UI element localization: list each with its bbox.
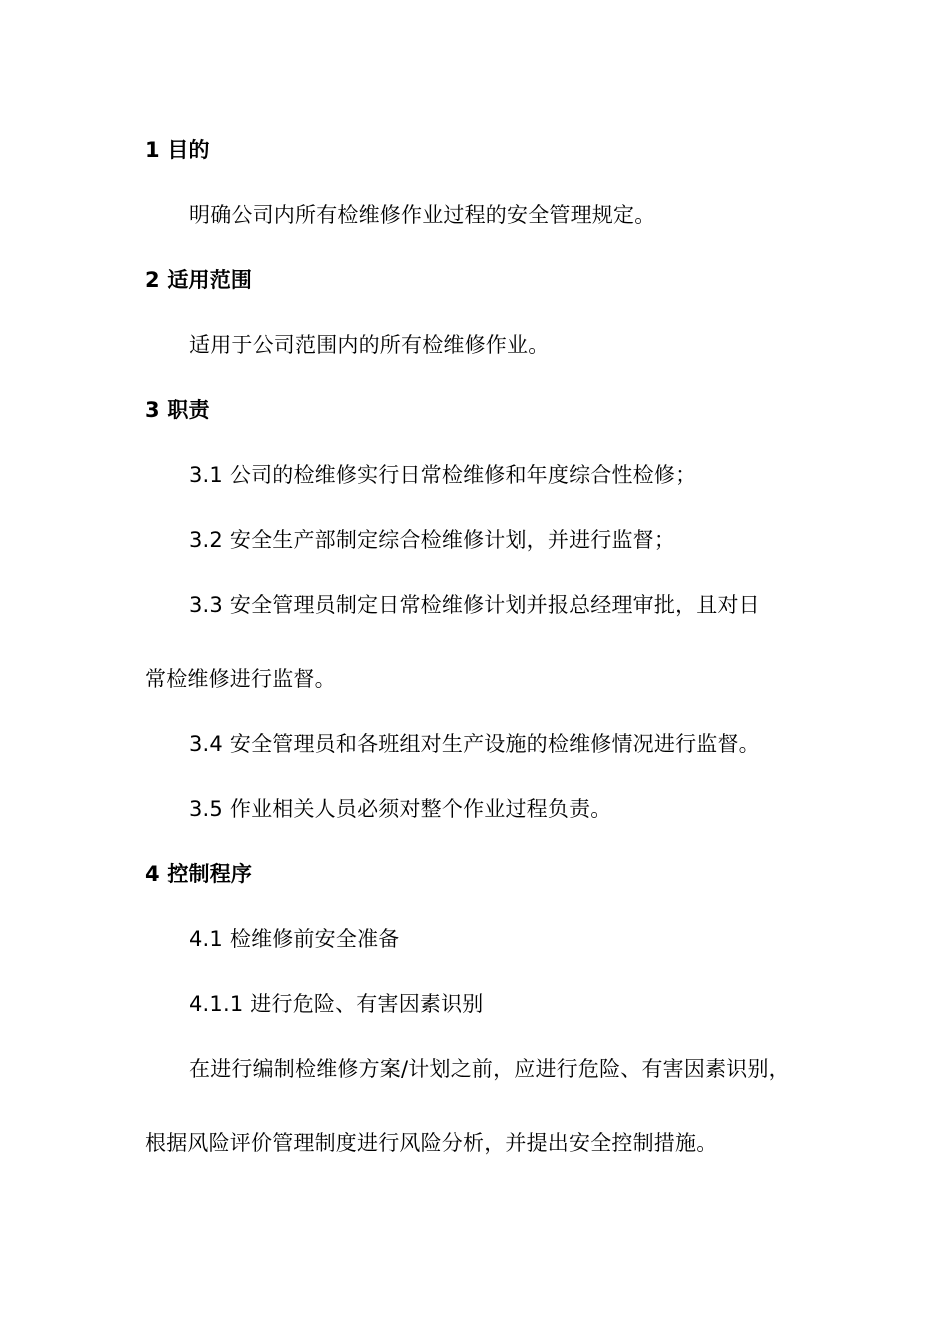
section-2-heading: 2 适用范围 xyxy=(145,268,253,292)
section-1-heading: 1 目的 xyxy=(145,138,210,162)
item-4-1-1: 4.1.1 进行危险、有害因素识别 xyxy=(189,992,484,1016)
section-4-heading: 4 控制程序 xyxy=(145,862,253,886)
paragraph-4-1-1-line-1: 在进行编制检维修方案/计划之前，应进行危险、有害因素识别， xyxy=(189,1057,790,1081)
item-3-5: 3.5 作业相关人员必须对整个作业过程负责。 xyxy=(189,797,612,821)
item-3-3-line-2: 常检维修进行监督。 xyxy=(145,667,336,691)
item-3-4: 3.4 安全管理员和各班组对生产设施的检维修情况进行监督。 xyxy=(189,732,760,756)
item-3-2: 3.2 安全生产部制定综合检维修计划，并进行监督； xyxy=(189,528,676,552)
item-4-1: 4.1 检维修前安全准备 xyxy=(189,927,400,951)
section-3-heading: 3 职责 xyxy=(145,398,210,422)
section-1-text: 明确公司内所有检维修作业过程的安全管理规定。 xyxy=(189,203,656,227)
item-3-1: 3.1 公司的检维修实行日常检维修和年度综合性检修； xyxy=(189,463,697,487)
item-3-3-line-1: 3.3 安全管理员制定日常检维修计划并报总经理审批，且对日 xyxy=(189,593,760,617)
section-2-text: 适用于公司范围内的所有检维修作业。 xyxy=(189,333,550,357)
paragraph-4-1-1-line-2: 根据风险评价管理制度进行风险分析，并提出安全控制措施。 xyxy=(145,1131,718,1155)
